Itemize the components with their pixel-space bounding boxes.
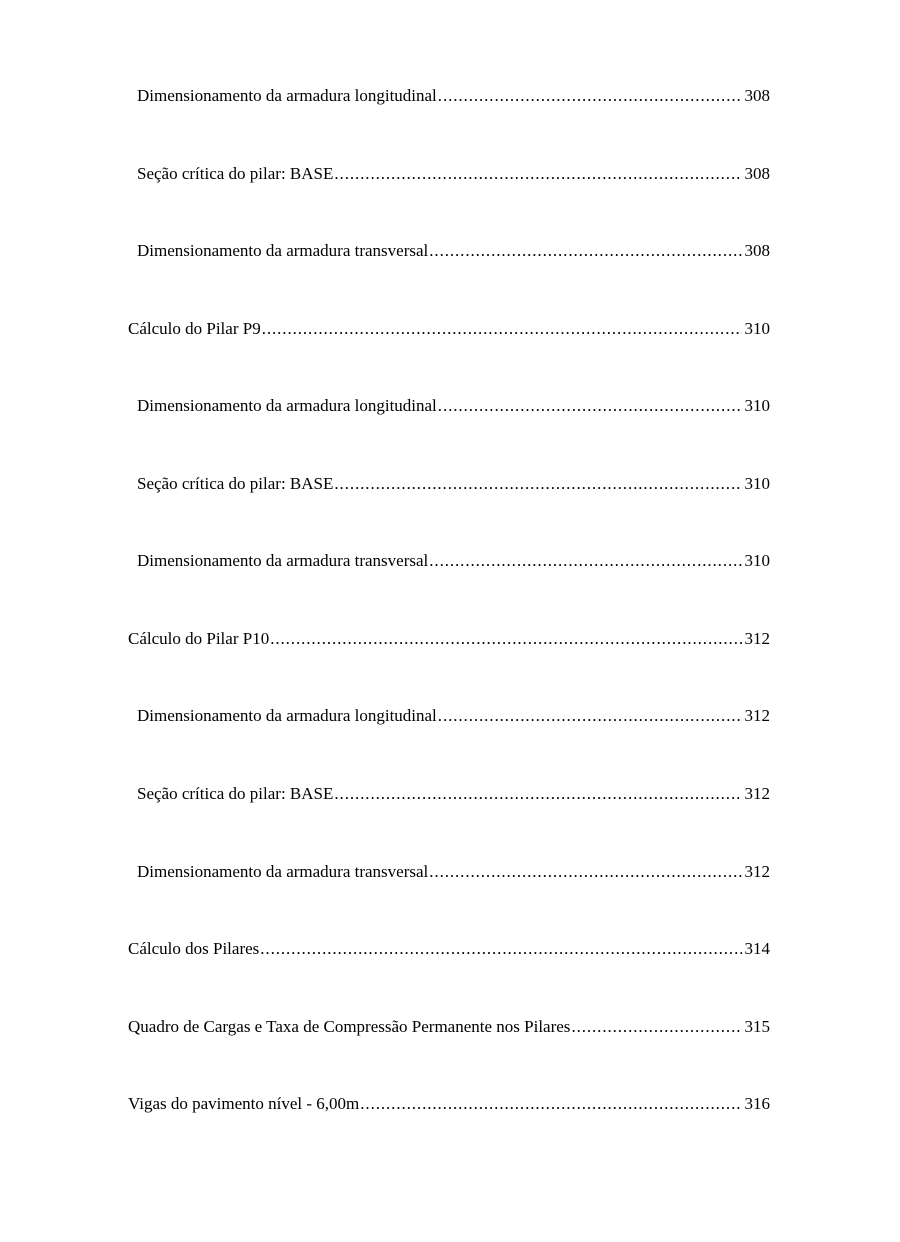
toc-dot-leader (438, 704, 742, 728)
toc-entry-page-number: 310 (744, 319, 770, 338)
toc-dot-leader (429, 549, 741, 573)
toc-entry[interactable] (137, 84, 770, 108)
toc-dot-leader (262, 317, 742, 341)
toc-entry[interactable] (137, 239, 770, 263)
toc-entry[interactable] (137, 162, 770, 186)
toc-entry-page-number: 312 (744, 706, 770, 725)
toc-dot-leader (429, 860, 741, 884)
toc-dot-leader (334, 782, 741, 806)
toc-entry[interactable] (128, 627, 770, 651)
toc-entry-title: Seção crítica do pilar: BASE (137, 164, 334, 183)
toc-dot-leader (360, 1092, 741, 1116)
toc-entry-page-number: 312 (744, 629, 770, 648)
toc-entry-page-number: 308 (744, 86, 770, 105)
toc-entry-page-number: 312 (744, 862, 770, 881)
toc-entry-page-number: 310 (744, 396, 770, 415)
toc-entry-title: Seção crítica do pilar: BASE (137, 784, 334, 803)
toc-entry-page-number: 310 (744, 474, 770, 493)
toc-entry-title: Cálculo do Pilar P9 (128, 319, 261, 338)
toc-entry[interactable] (137, 394, 770, 418)
toc-entry-title: Seção crítica do pilar: BASE (137, 474, 334, 493)
toc-dot-leader (270, 627, 741, 651)
toc-entry-page-number: 315 (744, 1017, 770, 1036)
toc-entry-title: Dimensionamento da armadura transversal (137, 241, 429, 260)
toc-entry[interactable] (128, 937, 770, 961)
toc-entry-title: Vigas do pavimento nível - 6,00m (128, 1094, 360, 1113)
toc-entry[interactable] (128, 1015, 770, 1039)
toc-entry[interactable] (137, 472, 770, 496)
toc-entry-page-number: 308 (744, 241, 770, 260)
toc-entry-title: Quadro de Cargas e Taxa de Compressão Permanente nos Pilares (128, 1017, 571, 1036)
toc-entry-page-number: 316 (744, 1094, 770, 1113)
toc-entry-title: Cálculo do Pilar P10 (128, 629, 270, 648)
toc-dot-leader (571, 1015, 741, 1039)
toc-entry-title: Dimensionamento da armadura longitudinal (137, 86, 437, 105)
toc-entry[interactable] (137, 782, 770, 806)
toc-dot-leader (438, 84, 742, 108)
toc-dot-leader (438, 394, 742, 418)
toc-entry-title: Dimensionamento da armadura longitudinal (137, 706, 437, 725)
toc-dot-leader (429, 239, 741, 263)
toc-entry-page-number: 312 (744, 784, 770, 803)
toc-entry[interactable] (128, 317, 770, 341)
toc-entry[interactable] (137, 549, 770, 573)
toc-dot-leader (260, 937, 741, 961)
toc-entry[interactable] (137, 860, 770, 884)
toc-entry-title: Dimensionamento da armadura transversal (137, 551, 429, 570)
toc-entry-title: Cálculo dos Pilares (128, 939, 260, 958)
toc-entry-title: Dimensionamento da armadura transversal (137, 862, 429, 881)
toc-entry[interactable] (128, 1092, 770, 1116)
toc-entry[interactable] (137, 704, 770, 728)
toc-dot-leader (334, 162, 741, 186)
toc-entry-page-number: 314 (744, 939, 770, 958)
toc-entry-page-number: 310 (744, 551, 770, 570)
toc-entry-page-number: 308 (744, 164, 770, 183)
toc-dot-leader (334, 472, 741, 496)
toc-entry-title: Dimensionamento da armadura longitudinal (137, 396, 437, 415)
